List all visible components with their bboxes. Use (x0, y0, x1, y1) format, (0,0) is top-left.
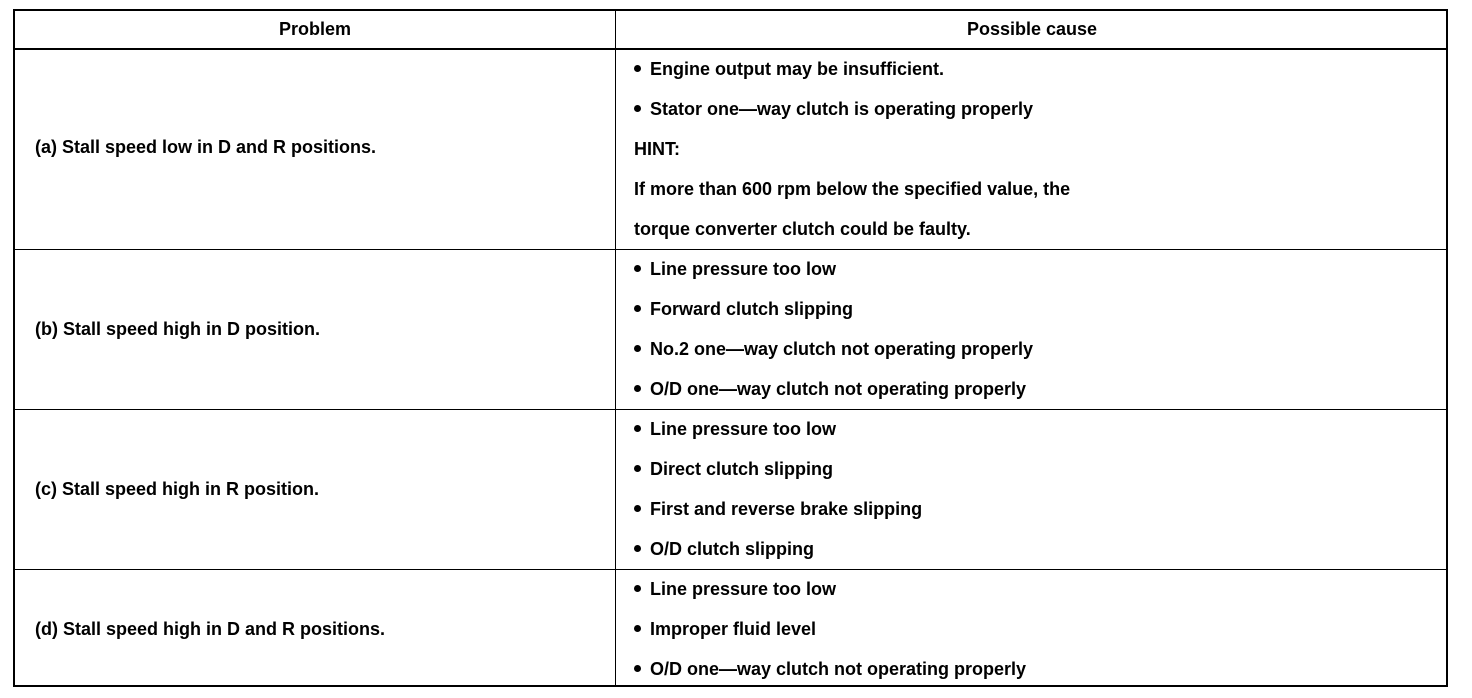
bullet-icon (634, 65, 641, 72)
problem-c: (c) Stall speed high in R position. (35, 479, 320, 499)
bullet-icon (634, 305, 641, 312)
cause-text: O/D one—way clutch not operating properly (650, 379, 1027, 399)
bullet-icon (634, 625, 641, 632)
header-problem: Problem (278, 19, 352, 39)
bullet-icon (634, 505, 641, 512)
cause-text: O/D one—way clutch not operating properly (650, 659, 1027, 679)
cause-text: No.2 one—way clutch not operating properly (650, 339, 1034, 359)
bullet-icon (634, 265, 641, 272)
cause-item (634, 419, 836, 439)
cause-item (634, 99, 1033, 119)
problem-a: (a) Stall speed low in D and R positions. (35, 137, 377, 157)
cause-item (634, 379, 1026, 399)
bullet-icon (634, 585, 641, 592)
header-divider (15, 48, 1446, 50)
bullet-icon (634, 545, 641, 552)
bullet-icon (634, 425, 641, 432)
cause-item (634, 59, 944, 79)
hint-text: torque converter clutch could be faulty. (634, 219, 971, 239)
cause-text: Line pressure too low (650, 579, 837, 599)
cause-item (634, 659, 1026, 679)
problem-d: (d) Stall speed high in D and R positions. (35, 619, 386, 639)
bullet-icon (634, 665, 641, 672)
cause-item (634, 459, 833, 479)
cause-text: Line pressure too low (650, 259, 837, 279)
cause-text: Improper fluid level (650, 619, 817, 639)
bullet-icon (634, 345, 641, 352)
bullet-icon (634, 385, 641, 392)
cause-text: Engine output may be insufficient. (650, 59, 945, 79)
cause-item (634, 579, 836, 599)
cause-item (634, 619, 816, 639)
row-divider (15, 569, 1446, 570)
cause-item (634, 259, 836, 279)
problem-b: (b) Stall speed high in D position. (35, 319, 320, 339)
cause-item (634, 339, 1033, 359)
cause-item (634, 299, 853, 319)
bullet-icon (634, 105, 641, 112)
cause-item (634, 539, 814, 559)
column-divider (615, 11, 616, 685)
cause-item (634, 499, 922, 519)
cause-text: Forward clutch slipping (650, 299, 854, 319)
header-possible-cause: Possible cause (966, 19, 1098, 39)
cause-text: Direct clutch slipping (650, 459, 834, 479)
hint-text: If more than 600 rpm below the specified value, the (634, 179, 1071, 199)
row-divider (15, 409, 1446, 410)
bullet-icon (634, 465, 641, 472)
troubleshooting-table (13, 9, 1448, 687)
cause-text: First and reverse brake slipping (650, 499, 923, 519)
cause-text: Stator one—way clutch is operating properly (650, 99, 1034, 119)
row-divider (15, 249, 1446, 250)
cause-text: O/D clutch slipping (650, 539, 815, 559)
cause-text: Line pressure too low (650, 419, 837, 439)
hint-label: HINT: (634, 139, 680, 159)
